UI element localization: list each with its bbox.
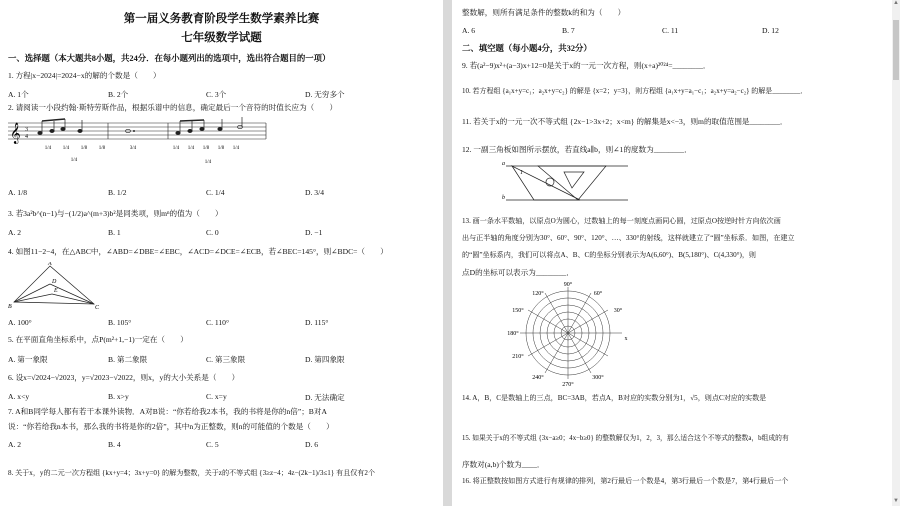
- q2-option-c: C. 1/4: [206, 188, 225, 197]
- q5-option-c: C. 第三象限: [206, 355, 246, 364]
- q2-option-a: A. 1/8: [8, 188, 28, 197]
- q7-text-line-2: 说：“你若给我n本书，那么我的书将是你的2倍”，其中n为正整数，则n的可能值的个数是（ ）: [8, 422, 334, 431]
- q7-option-b: B. 4: [108, 440, 121, 449]
- q4-option-b: B. 105°: [108, 318, 132, 327]
- treble-clef-icon: 𝄞: [10, 123, 21, 143]
- q4-text: 4. 如图11−2−4，在△ABC中，∠ABD=∠DBE=∠EBC，∠ACD=∠DCE=∠ECB，若∠BEC=145°，则∠BDC=（ ）: [8, 247, 388, 256]
- angle-label: 30°: [613, 308, 623, 314]
- q6-option-d: D. 无法确定: [305, 393, 345, 402]
- q3-option-d: D. −1: [305, 228, 323, 237]
- q8-option-c: C. 11: [662, 26, 679, 35]
- q9-text: 9. 若(a²−9)x²+(a−3)x+12=0是关于x的一元一次方程，则(x+a)²⁰²⁴=________．: [462, 61, 711, 70]
- q3-option-a: A. 2: [8, 228, 22, 237]
- vertex-label: A: [48, 262, 52, 267]
- q8-option-a: A. 6: [462, 26, 476, 35]
- exam-title: 第一届义务教育阶段学生数学素养比赛: [123, 13, 320, 25]
- scroll-up-icon[interactable]: ▲: [893, 0, 899, 6]
- music-note: [188, 129, 192, 132]
- q4-option-c: C. 110°: [206, 318, 230, 327]
- music-fraction: 1/4: [44, 146, 52, 151]
- music-note: [50, 129, 54, 132]
- q5-text: 5. 在平面直角坐标系中，点P(m²+1,−1)一定在（ ）: [8, 335, 188, 344]
- q1-option-b: B. 2个: [108, 90, 129, 99]
- music-fraction: 1/4: [172, 146, 180, 151]
- q7-option-a: A. 2: [8, 440, 22, 449]
- q13-text-line-2: 出与正半轴的角度分别为30°、60°、90°、120°、…、330°的射线，这样就建立了“圆”坐标系．如图，在建立: [462, 234, 795, 242]
- q13-text-line-3: 的“圆”坐标系内，我们可以将点A、B、C的坐标分别表示为A(6,60°)、B(5,180°)、C(4,330°)，则: [462, 251, 757, 259]
- q8-text: 8. 关于x，y的二元一次方程组 {kx+y=4；3x+y=0} 的解为整数，关于z的不等式组 {3≥z−4；4z−(2k−1)/3≤1} 有且仅有2个: [8, 469, 376, 477]
- vertex-label: E: [54, 288, 58, 294]
- scrollbar-thumb[interactable]: [893, 20, 899, 80]
- q4-option-d: D. 115°: [305, 318, 329, 327]
- vertex-label: B: [8, 304, 12, 310]
- q6-text: 6. 设x=√2024−√2023，y=√2023−√2022，则x，y的大小关系是（ ）: [8, 373, 240, 382]
- angle-label: 150°: [512, 308, 524, 314]
- q1-option-a: A. 1个: [8, 90, 29, 99]
- q7-text-line-1: 7. A和B同学每人都有若干本课外读物．A对B说：“你若给我2本书，我的书将是你的n倍”；B对A: [8, 407, 327, 416]
- music-fraction: 1/4: [62, 146, 70, 151]
- music-fraction: 1/8: [98, 146, 106, 151]
- q4-option-a: A. 100°: [8, 318, 32, 327]
- music-fraction: 1/8: [80, 146, 88, 151]
- section-1-heading: 一、选择题（本大题共8小题，共24分．在每小题列出的选项中，选出符合题目的一项）: [8, 54, 331, 63]
- q1-option-c: C. 3个: [206, 90, 227, 99]
- vertical-scrollbar[interactable]: [892, 0, 900, 506]
- line-label: a: [502, 161, 505, 167]
- exam-subtitle: 七年级数学试题: [181, 32, 262, 44]
- angle-label: 240°: [532, 375, 544, 381]
- q5-option-d: D. 第四象限: [305, 355, 345, 364]
- q1-option-d: D. 无穷多个: [305, 90, 345, 99]
- q6-option-c: C. x=y: [206, 392, 227, 401]
- left-page: [0, 0, 443, 506]
- q15-text-line-1: 15. 如果关于x的不等式组 {3x−a≥0；4x−b≥0} 的整数解仅为1，2，3，那么适合这个不等式的整数a，b组成的有: [462, 435, 789, 442]
- q7-option-d: D. 6: [305, 440, 319, 449]
- angle-label: 270°: [562, 382, 574, 388]
- q7-option-c: C. 5: [206, 440, 219, 449]
- q8-continued: 整数解，则所有满足条件的整数k的和为（ ）: [462, 8, 626, 17]
- q4-triangle-figure: [8, 262, 108, 310]
- q3-text: 3. 若3a²b^(n−1)与−(1/2)a^(m+3)b²是同类项，则mⁿ的值为（ ）: [8, 209, 223, 218]
- angle-label: 60°: [593, 291, 603, 297]
- q2-option-d: D. 3/4: [305, 188, 325, 197]
- music-note: [176, 131, 180, 134]
- q10-text: 10. 若方程组 {a₁x+y=c₁；a₂x+y=c₂} 的解是 {x=2；y=3}，则方程组 {a₁x+y=a₁−c₁；a₂x+y=a₂−c₂} 的解是________．: [462, 87, 808, 95]
- music-fraction: 1/4: [70, 158, 78, 163]
- q2-option-b: B. 1/2: [108, 188, 127, 197]
- section-2-heading: 二、填空题（每小题4分，共32分）: [462, 44, 592, 53]
- angle-label: 300°: [592, 375, 604, 381]
- q6-option-a: A. x<y: [8, 392, 30, 401]
- music-fraction: 1/8: [202, 146, 210, 151]
- right-page: [452, 0, 900, 506]
- music-note: [200, 127, 204, 130]
- music-fraction: 1/4: [232, 146, 240, 151]
- line-label: b: [502, 195, 505, 201]
- svg-text:3: 3: [25, 127, 28, 133]
- q12-triangle-ruler-figure: [502, 160, 632, 208]
- q14-text: 14. A，B，C是数轴上的三点，BC=3AB，若点A，B对应的实数分别为1，√5，则点C对应的实数是: [462, 394, 767, 402]
- music-note: [218, 127, 222, 130]
- q13-text-line-4: 点D的坐标可以表示为________．: [462, 268, 574, 277]
- q13-circle-coordinate-figure: [506, 282, 630, 388]
- vertex-label: C: [95, 305, 100, 310]
- scroll-down-icon[interactable]: ▼: [893, 498, 899, 504]
- q1-text: 1. 方程|x−2024|=2024−x的解的个数是（ ）: [8, 71, 161, 80]
- q12-text: 12. 一副三角板如图所示摆放，若直线a∥b，则∠1的度数为________．: [462, 145, 692, 154]
- music-note: [78, 129, 82, 132]
- angle-label: 180°: [507, 331, 519, 337]
- music-fraction: 1/4: [204, 160, 212, 165]
- q2-text: 2. 请阅读一小段约翰·斯特劳斯作品，根据乐谱中的信息，确定最后一个音符的时值长应为（ ）: [8, 103, 338, 112]
- angle-label: 210°: [512, 354, 524, 360]
- angle-label: 1: [520, 170, 523, 176]
- music-fraction: 1/4: [187, 146, 195, 151]
- vertex-label: D: [52, 279, 57, 285]
- music-fraction: 3/4: [129, 146, 137, 151]
- q13-text-line-1: 13. 画一条水平数轴，以原点O为圆心，过数轴上的每一刻度点画同心圆，过原点O按逆时针方向依次画: [462, 217, 781, 225]
- svg-text:4: 4: [25, 134, 28, 140]
- q16-text: 16. 将正整数按如图方式进行有规律的排列，第2行最后一个数是4，第3行最后一个数是7，第4行最后一个: [462, 477, 789, 485]
- q8-option-b: B. 7: [562, 26, 575, 35]
- music-score-figure: [8, 117, 268, 175]
- music-note: [61, 127, 65, 130]
- angle-label: 90°: [563, 282, 573, 288]
- q11-text: 11. 若关于x的一元一次不等式组 {2x−1>3x+2；x<m} 的解集是x<−3，则m的取值范围是________．: [462, 117, 788, 126]
- angle-label: 120°: [532, 291, 544, 297]
- q5-option-b: B. 第二象限: [108, 355, 148, 364]
- axis-label: x: [624, 336, 628, 342]
- q5-option-a: A. 第一象限: [8, 355, 48, 364]
- q3-option-b: B. 1: [108, 228, 121, 237]
- music-note: [38, 131, 42, 134]
- q3-option-c: C. 0: [206, 228, 219, 237]
- q8-option-d: D. 12: [762, 26, 779, 35]
- music-fraction: 1/8: [217, 146, 225, 151]
- q6-option-b: B. x>y: [108, 392, 129, 401]
- q15-text-line-2: 序数对(a,b)个数为____．: [462, 460, 545, 469]
